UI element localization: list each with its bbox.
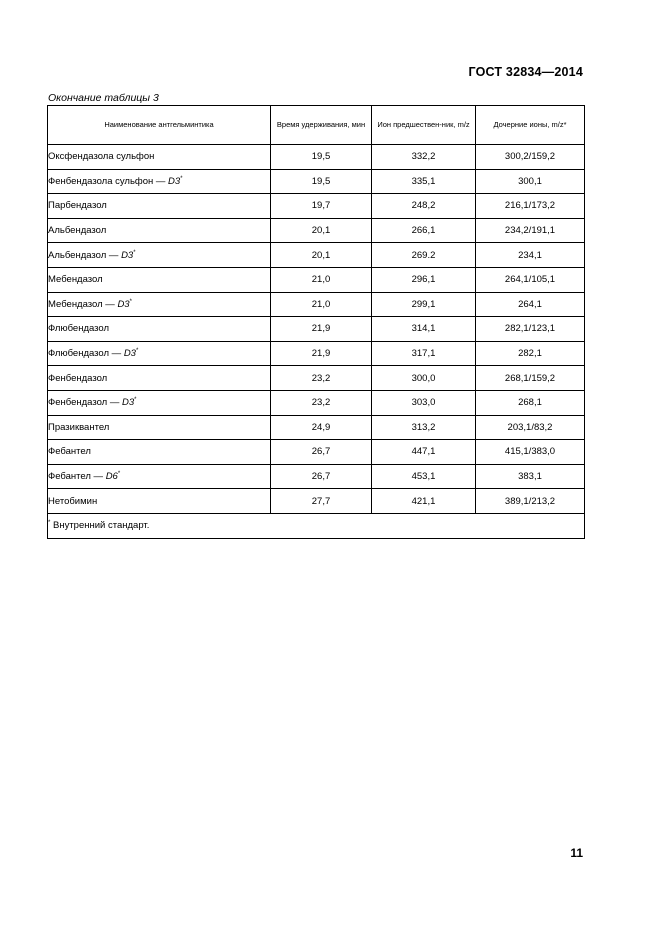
compound-name: Фебантел [48, 446, 91, 458]
compound-name: Фенбендазола сульфон — [48, 175, 169, 187]
compound-name-cell [48, 341, 271, 366]
precursor-ion-cell: 447,1 [372, 440, 476, 465]
table-row [48, 390, 585, 415]
retention-time-cell: 23,2 [271, 366, 372, 391]
retention-time-cell: 26,7 [271, 464, 372, 489]
retention-time-cell: 27,7 [271, 489, 372, 514]
table-row [48, 243, 585, 268]
footnote-row [48, 513, 585, 538]
isotope-label: D3 [121, 249, 134, 261]
footnote-reference: * [134, 397, 137, 404]
precursor-ion-cell: 313,2 [372, 415, 476, 440]
footnote-reference: * [135, 347, 139, 354]
header-precursor: Ион предшествен-ник, m/z [372, 106, 476, 145]
isotope-label: D3 [117, 298, 130, 310]
retention-time-cell: 20,1 [271, 218, 372, 243]
compound-name-cell [48, 317, 271, 342]
table-row [48, 317, 585, 342]
retention-time-cell: 19,5 [271, 169, 372, 194]
precursor-ion-cell: 332,2 [372, 145, 476, 170]
retention-time-cell: 24,9 [271, 415, 372, 440]
daughter-ions-cell: 264,1 [476, 292, 585, 317]
compound-name: Фебантел — [48, 471, 106, 483]
precursor-ion-cell: 300,0 [372, 366, 476, 391]
precursor-ion-cell: 421,1 [372, 489, 476, 514]
compound-name-cell [48, 267, 271, 292]
compound-name-cell [48, 169, 271, 194]
table-row [48, 341, 585, 366]
daughter-ions-cell: 216,1/173,2 [476, 194, 585, 219]
table-row [48, 218, 585, 243]
precursor-ion-cell: 453,1 [372, 464, 476, 489]
retention-time-cell: 26,7 [271, 440, 372, 465]
daughter-ions-cell: 383,1 [476, 464, 585, 489]
daughter-ions-cell: 282,1/123,1 [476, 317, 585, 342]
precursor-ion-cell: 296,1 [372, 267, 476, 292]
daughter-ions-cell: 234,2/191,1 [476, 218, 585, 243]
table-row [48, 145, 585, 170]
compound-name-cell [48, 243, 271, 268]
table-row [48, 292, 585, 317]
isotope-label: D3 [123, 348, 136, 360]
table-row [48, 415, 585, 440]
daughter-ions-cell: 264,1/105,1 [476, 267, 585, 292]
precursor-ion-cell: 248,2 [372, 194, 476, 219]
footnote-reference: * [133, 249, 136, 256]
table-row [48, 169, 585, 194]
table-row [48, 464, 585, 489]
daughter-ions-cell: 415,1/383,0 [476, 440, 585, 465]
header-daughter: Дочерние ионы, m/z* [476, 106, 585, 145]
compound-name-cell [48, 194, 271, 219]
footnote-mark: * [48, 520, 51, 527]
compound-name: Нетобимин [48, 495, 98, 507]
compound-name: Альбендазол [48, 225, 107, 237]
isotope-label: D6 [105, 471, 118, 483]
table-row [48, 366, 585, 391]
precursor-ion-cell: 335,1 [372, 169, 476, 194]
daughter-ions-cell: 300,1 [476, 169, 585, 194]
table-row [48, 267, 585, 292]
retention-time-cell: 23,2 [271, 390, 372, 415]
daughter-ions-cell: 203,1/83,2 [476, 415, 585, 440]
precursor-ion-cell: 314,1 [372, 317, 476, 342]
daughter-ions-cell: 268,1/159,2 [476, 366, 585, 391]
header-time: Время удерживания, мин [271, 106, 372, 145]
compound-name-cell [48, 464, 271, 489]
footnote-reference: * [180, 175, 183, 182]
isotope-label: D3 [168, 175, 181, 187]
daughter-ions-cell: 268,1 [476, 390, 585, 415]
retention-time-cell: 20,1 [271, 243, 372, 268]
table-caption: Окончание таблицы 3 [48, 92, 159, 104]
daughter-ions-cell: 234,1 [476, 243, 585, 268]
compound-name-cell [48, 489, 271, 514]
compound-name: Флюбендазол [48, 323, 110, 335]
footnote-text: Внутренний стандарт. [50, 520, 150, 532]
page-number: 11 [570, 846, 583, 860]
table-row [48, 194, 585, 219]
retention-time-cell: 21,0 [271, 292, 372, 317]
retention-time-cell: 21,9 [271, 317, 372, 342]
retention-time-cell: 19,5 [271, 145, 372, 170]
compound-name-cell [48, 390, 271, 415]
precursor-ion-cell: 303,0 [372, 390, 476, 415]
footnote-cell [48, 513, 585, 538]
compound-name: Фенбендазол [48, 372, 108, 384]
retention-time-cell: 21,9 [271, 341, 372, 366]
data-table [47, 105, 585, 539]
retention-time-cell: 19,7 [271, 194, 372, 219]
compound-name: Фенбендазол — [48, 397, 122, 409]
compound-name: Альбендазол — [48, 249, 122, 261]
table-row [48, 440, 585, 465]
footnote-reference: * [117, 470, 121, 477]
compound-name-cell [48, 366, 271, 391]
precursor-ion-cell: 269.2 [372, 243, 476, 268]
daughter-ions-cell: 282,1 [476, 341, 585, 366]
precursor-ion-cell: 317,1 [372, 341, 476, 366]
table-body [48, 145, 585, 514]
compound-name: Парбендазол [48, 200, 107, 212]
compound-name-cell [48, 440, 271, 465]
table-header-row [48, 106, 585, 145]
compound-name: Празиквантел [48, 421, 110, 433]
compound-name: Мебендазол [48, 274, 103, 286]
header-name: Наименование антгельминтика [48, 106, 271, 145]
compound-name-cell [48, 292, 271, 317]
compound-name-cell [48, 218, 271, 243]
compound-name: Мебендазол — [48, 298, 118, 310]
isotope-label: D3 [121, 397, 135, 409]
compound-name: Оксфендазола сульфон [48, 151, 155, 163]
retention-time-cell: 21,0 [271, 267, 372, 292]
daughter-ions-cell: 300,2/159,2 [476, 145, 585, 170]
compound-name-cell [48, 145, 271, 170]
compound-name: Флюбендазол — [48, 348, 124, 360]
footnote-reference: * [129, 298, 132, 305]
document-code: ГОСТ 32834—2014 [468, 65, 583, 79]
daughter-ions-cell: 389,1/213,2 [476, 489, 585, 514]
table-row [48, 489, 585, 514]
precursor-ion-cell: 266,1 [372, 218, 476, 243]
compound-name-cell [48, 415, 271, 440]
precursor-ion-cell: 299,1 [372, 292, 476, 317]
